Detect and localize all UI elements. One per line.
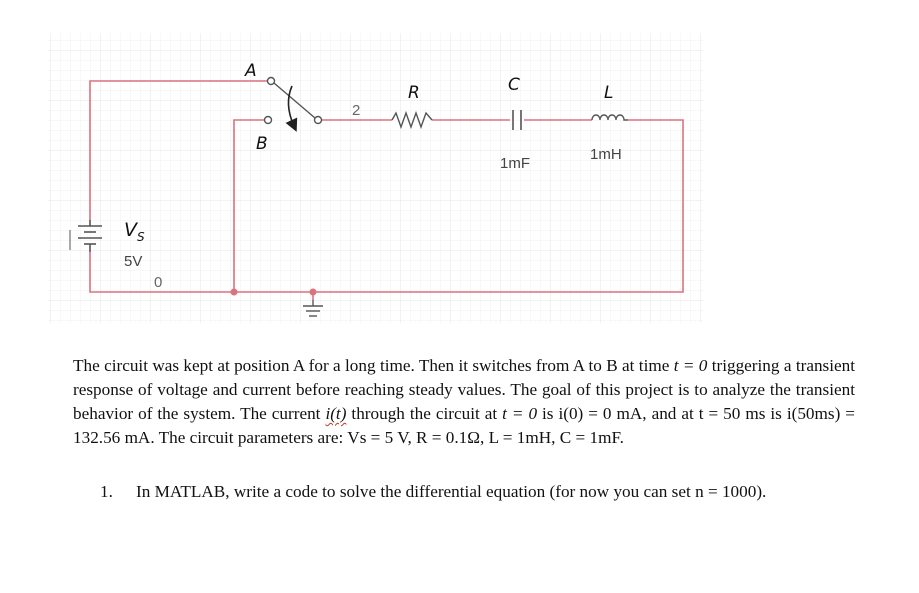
switch-terminal-a bbox=[268, 78, 275, 85]
problem-paragraph: The circuit was kept at position A for a long time. Then it switches from A to B at time t = 0 triggering a transient response of voltage and current before reaching steady values. The goal of this project is to analyze the transient behavior of the system. The current i(t) through the circuit at t = 0 is i(0) = 0 mA, and at t = 50 ms is i(50ms) = 132.56 mA. The circuit parameters are: Vs = 5 V, R = 0.1Ω, L = 1mH, C = 1mF. bbox=[73, 356, 856, 447]
capacitor-label: C bbox=[508, 75, 520, 95]
junction-dot-left bbox=[231, 289, 238, 296]
capacitor-value: 1mF bbox=[500, 155, 530, 172]
source-label: $V_S$ bbox=[124, 219, 145, 244]
source-value: 5V bbox=[124, 253, 143, 270]
switch-label-b: B bbox=[256, 134, 268, 154]
switch-label-a: A bbox=[245, 61, 257, 81]
math-i0: i(0) = 0 mA bbox=[558, 404, 643, 423]
task-list bbox=[100, 480, 855, 504]
switch-common-terminal bbox=[315, 117, 322, 124]
math-t50: t = 50 ms bbox=[698, 404, 766, 423]
math-i-of-t: i(t) bbox=[325, 404, 347, 423]
math-t-equals-0: t = 0 bbox=[673, 356, 708, 375]
math-t0: t = 0 bbox=[502, 404, 538, 423]
junction-dot-ground bbox=[310, 289, 317, 296]
ground-node-label: 0 bbox=[154, 274, 163, 291]
inductor-value: 1mH bbox=[590, 146, 622, 163]
math-i50: i(50ms) = 132.56 mA bbox=[73, 404, 855, 447]
grid-background bbox=[48, 33, 703, 323]
switch-terminal-b bbox=[265, 117, 272, 124]
circuit-parameters: Vs = 5 V, R = 0.1Ω, L = 1mH, C = 1mF. bbox=[347, 428, 624, 447]
problem-statement bbox=[73, 354, 855, 450]
resistor-label: R bbox=[408, 83, 420, 103]
list-item-text: In MATLAB, write a code to solve the differential equation (for now you can set n = 1000). bbox=[136, 482, 767, 501]
list-item bbox=[100, 480, 855, 504]
switch-node-label: 2 bbox=[352, 102, 361, 119]
inductor-label: L bbox=[604, 83, 614, 103]
list-item-number: 1. bbox=[100, 482, 113, 501]
